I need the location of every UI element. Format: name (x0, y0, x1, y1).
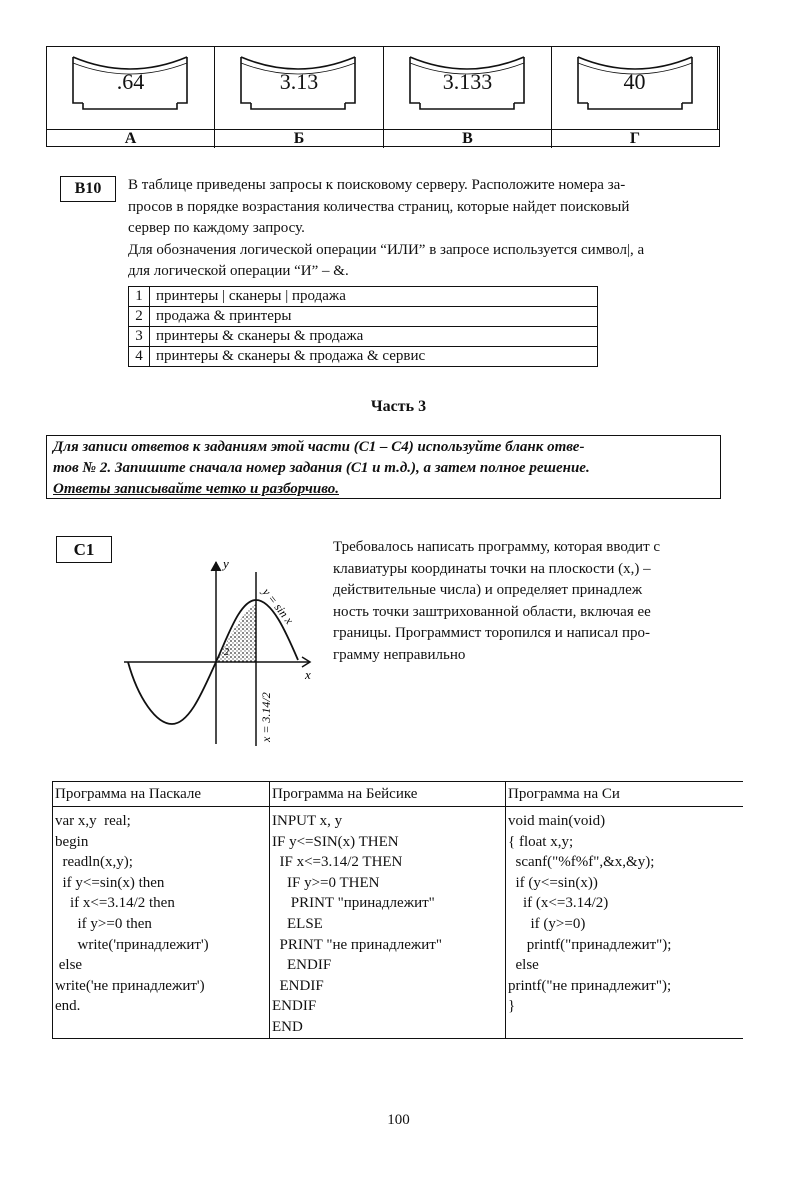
text-line: для логической операции “И” – &. (128, 263, 349, 279)
query-text: принтеры & сканеры & продажа & сервис (150, 347, 598, 367)
text-line: просов в порядке возрастания количества страниц, которые найдет поисковый (128, 198, 630, 215)
text-line: действительные числа) и определяет принадлеж (333, 582, 643, 598)
code-line: ENDIF (272, 957, 332, 974)
code-line: IF y<=SIN(x) THEN (272, 833, 399, 850)
code-line: if x<=3.14/2 then (55, 895, 175, 912)
table-row (129, 347, 598, 367)
code-line: ENDIF (272, 977, 324, 994)
code-line: IF x<=3.14/2 THEN (272, 854, 403, 871)
text-line: Для записи ответов к заданиям этой части (C1 – C4) используйте бланк отве- (53, 439, 585, 455)
code-line: if (x<=3.14/2) (508, 895, 609, 912)
code-line: PRINT "принадлежит" (272, 895, 435, 912)
b10-description (128, 175, 741, 283)
page-number: 100 (387, 1112, 410, 1128)
answer-cell-v (384, 47, 552, 129)
c-code (506, 807, 743, 1039)
answer-letter: В (384, 130, 552, 148)
text-line: В таблице приведены запросы к поисковому серверу. Расположите номера за- (128, 177, 626, 193)
y-axis-label: y (223, 556, 229, 571)
code-line: ENDIF (272, 998, 317, 1015)
part-title: Часть 3 (370, 398, 427, 415)
code-line: write('не принадлежит') (55, 977, 205, 994)
shaded-region (216, 604, 256, 662)
query-number: 3 (129, 327, 150, 347)
text-line: ность точки заштрихованной области, включая ее (333, 603, 651, 620)
answer-value: 40 (623, 69, 646, 94)
code-line: end. (55, 998, 81, 1015)
answer-value: 3.13 (279, 69, 319, 94)
text-line: Требовалось написать программу, которая вводит с (333, 539, 661, 555)
code-line: else (55, 957, 83, 974)
text-line: сервер по каждому запросу. (128, 220, 305, 236)
x-axis-label: x (305, 667, 311, 682)
code-line: ELSE (272, 915, 323, 932)
curve-label: y = sin x (259, 585, 297, 627)
query-table (128, 286, 598, 367)
y-axis-arrow-icon (211, 562, 221, 571)
table-row (129, 327, 598, 347)
text-line: клавиатуры координаты точки на плоскости (x,) – (333, 560, 651, 577)
answer-letters-row (47, 129, 719, 146)
answer-letter: А (47, 130, 215, 148)
text-line: границы. Программист торопился и написал про- (333, 625, 650, 641)
code-line: var x,y real; (55, 813, 131, 829)
line-label: x = 3.14/2 (259, 692, 273, 742)
table-row (53, 807, 743, 1039)
query-text: продажа & принтеры (150, 307, 598, 327)
instructions-box (46, 435, 721, 499)
code-line: if y<=sin(x) then (55, 874, 165, 891)
text-line: Ответы записывайте четко и разборчиво. (53, 481, 340, 497)
text-line: Для обозначения логической операции “ИЛИ” в запросе используется символ|, а (128, 241, 645, 258)
code-line: printf("принадлежит"); (508, 936, 672, 953)
table-header-row (53, 782, 743, 807)
query-number: 4 (129, 347, 150, 367)
query-text: принтеры & сканеры & продажа (150, 327, 598, 347)
sine-region-graph (110, 548, 320, 753)
text-line: грамму неправильно (333, 646, 466, 663)
code-line: PRINT "не принадлежит" (272, 936, 442, 953)
query-number: 1 (129, 287, 150, 307)
column-header-pascal: Программа на Паскале (53, 782, 270, 807)
code-line: if (y>=0) (508, 915, 586, 932)
programs-table (52, 781, 743, 1039)
answer-value: 3.133 (442, 69, 493, 94)
answer-value: .64 (116, 69, 145, 94)
task-label-c1: C1 (56, 536, 112, 563)
code-line: IF y>=0 THEN (272, 874, 380, 891)
task-label-b10: B10 (60, 176, 116, 202)
answer-letter: Б (215, 130, 384, 148)
code-line: begin (55, 833, 89, 850)
column-header-basic: Программа на Бейсике (270, 782, 506, 807)
query-text: принтеры | сканеры | продажа (150, 287, 598, 307)
answer-cell-g (552, 47, 718, 129)
answer-cell-a (47, 47, 215, 129)
code-line: } (508, 998, 516, 1015)
code-line: END (272, 1018, 303, 1035)
point-label: 2 (224, 647, 229, 658)
table-row (129, 307, 598, 327)
c1-description (333, 537, 739, 666)
answer-cell-b (215, 47, 384, 129)
code-line: if (y<=sin(x)) (508, 874, 598, 891)
code-line: scanf("%f%f",&x,&y); (508, 854, 655, 871)
column-header-c: Программа на Си (506, 782, 743, 807)
answer-letter: Г (629, 130, 641, 147)
code-line: void main(void) (508, 813, 606, 829)
code-line: else (508, 957, 539, 974)
code-line: write('принадлежит') (55, 936, 209, 953)
pascal-code (53, 807, 270, 1039)
code-line: INPUT x, y (272, 813, 343, 829)
code-line: printf("не принадлежит"); (508, 977, 672, 994)
code-line: if y>=0 then (55, 915, 152, 932)
answer-options-table (46, 46, 720, 147)
query-number: 2 (129, 307, 150, 327)
text-line: тов № 2. Запишите сначала номер задания (C1 и т.д.), а затем полное решение. (53, 460, 590, 476)
code-line: readln(x,y); (55, 854, 133, 871)
basic-code (270, 807, 506, 1039)
code-line: { float x,y; (508, 833, 574, 850)
table-row (129, 287, 598, 307)
